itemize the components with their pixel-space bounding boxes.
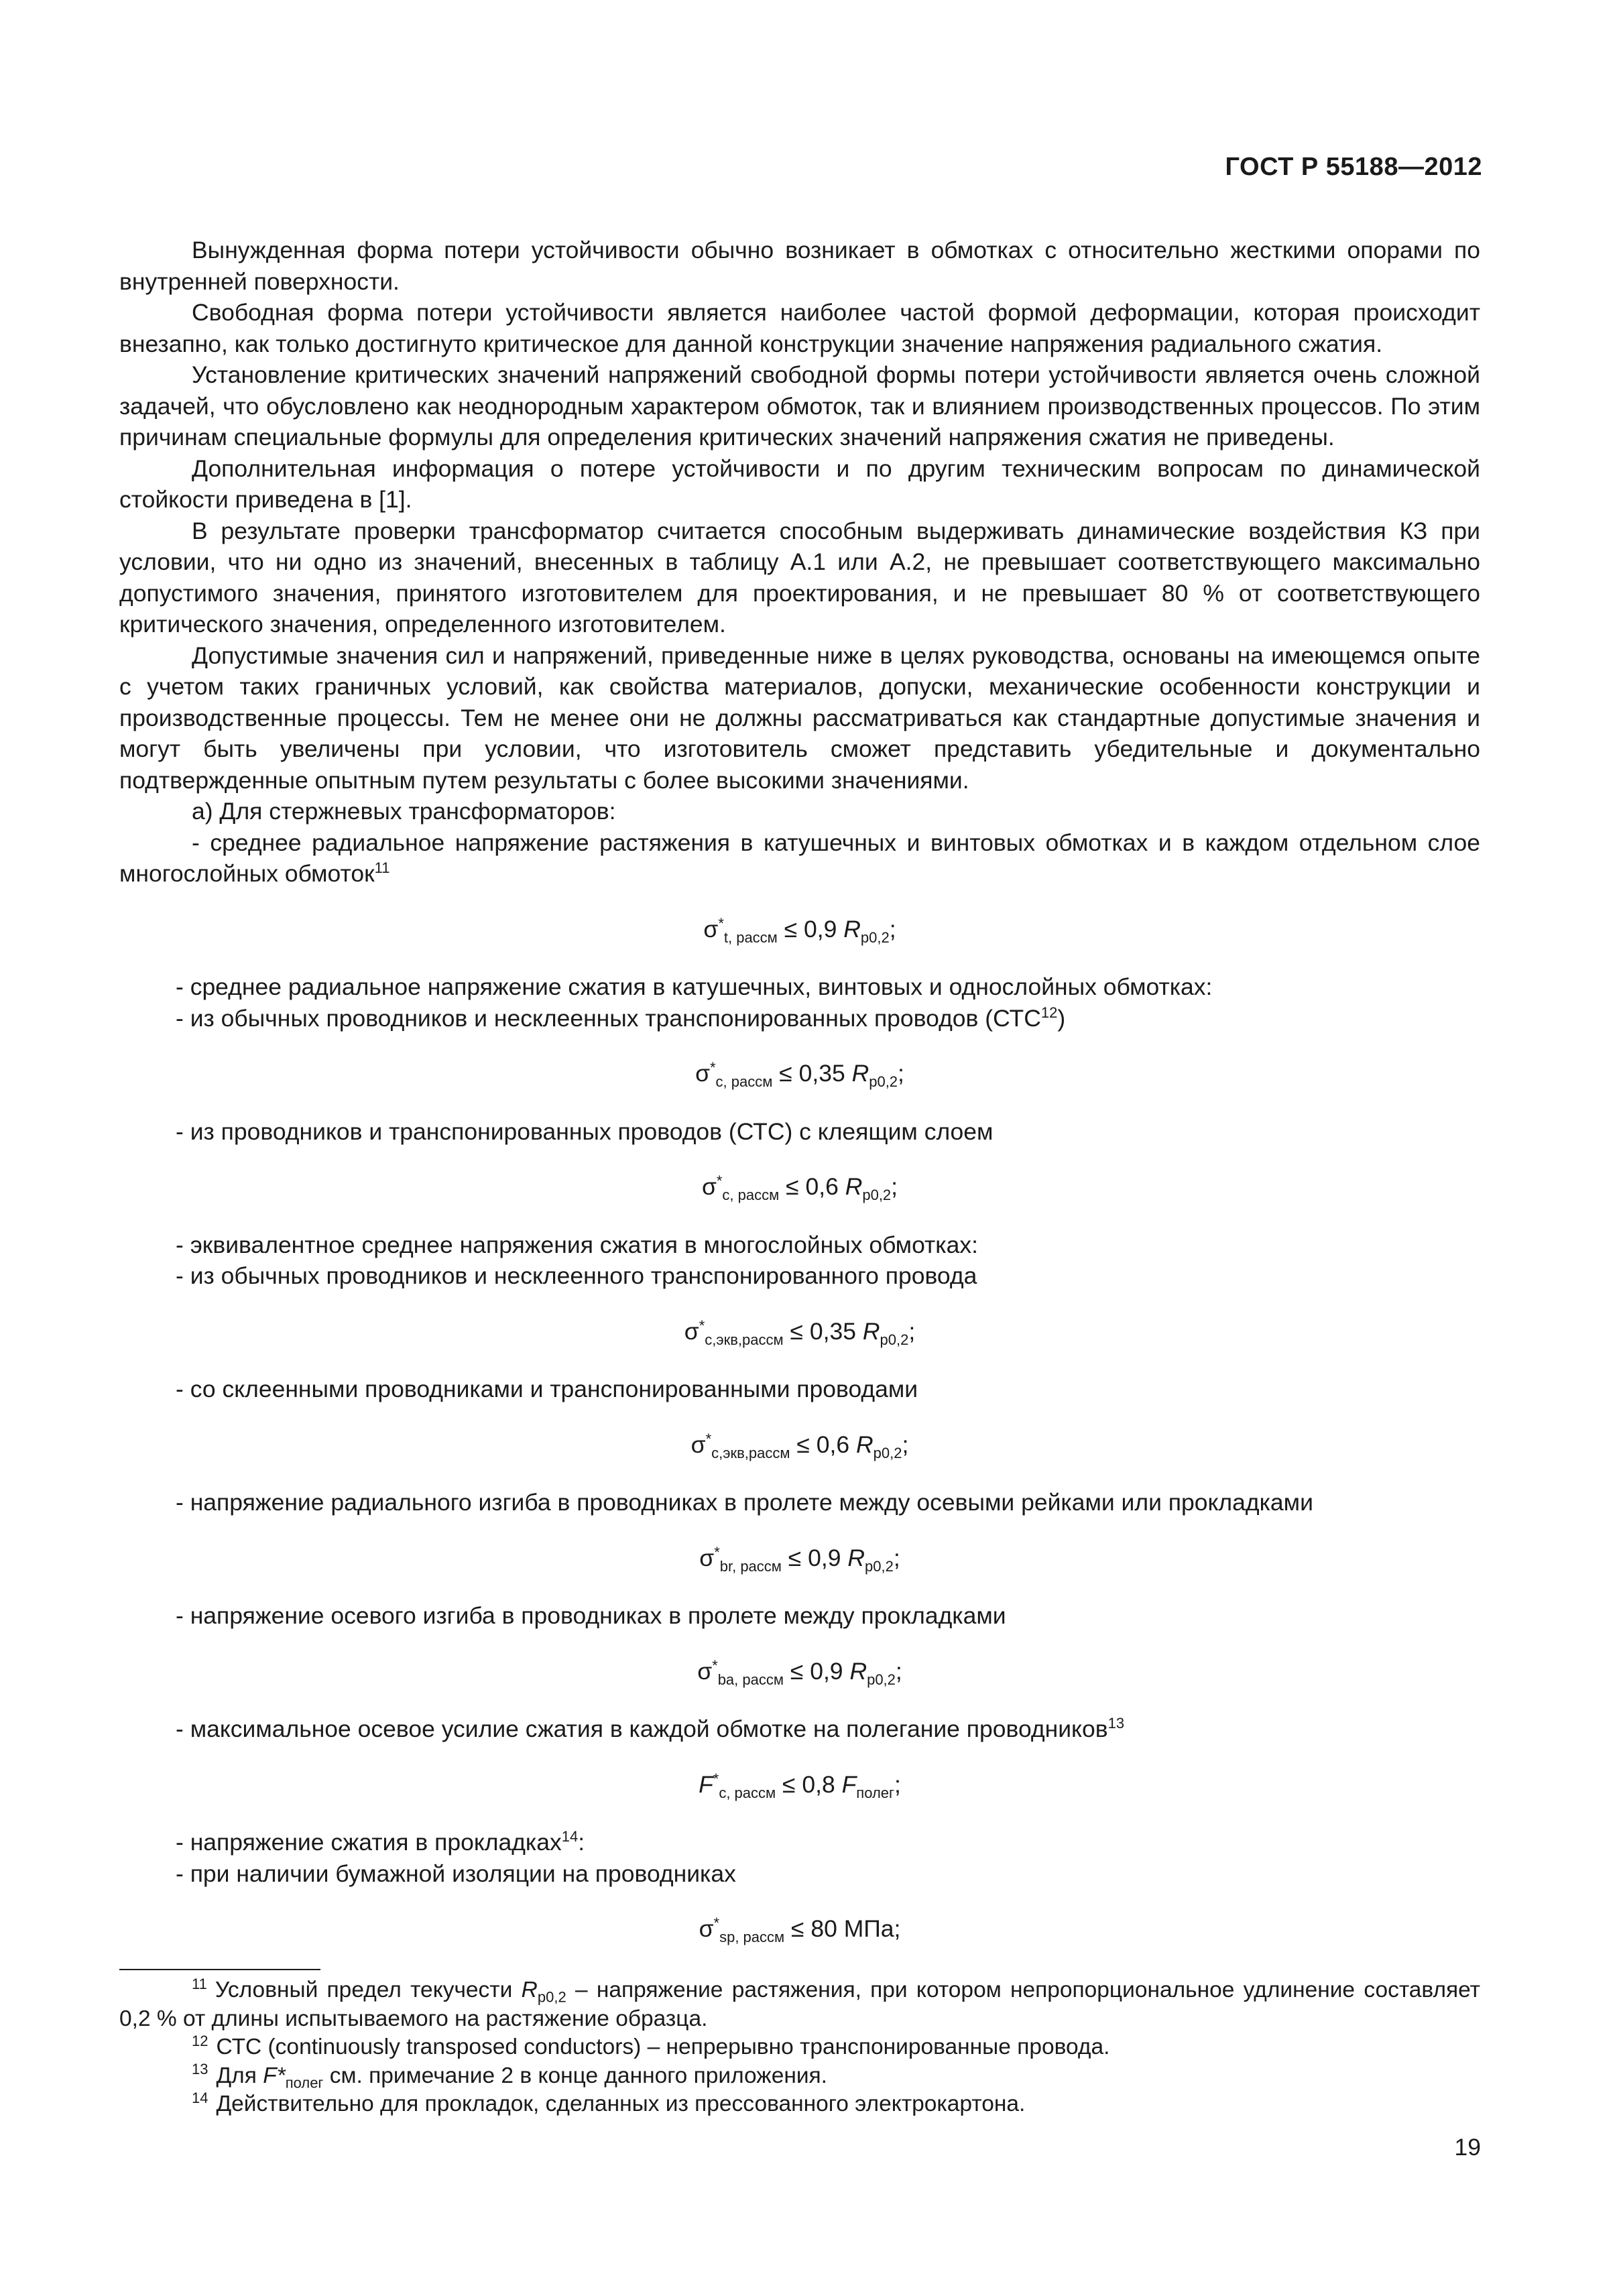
footnote-text: см. примечание 2 в конце данного приложения. <box>329 2063 827 2088</box>
formula-subscript: br, рассм <box>719 1557 782 1575</box>
footnote-number: 11 <box>192 1975 207 1992</box>
formula-end: ; <box>908 1317 916 1345</box>
formula-end: ; <box>902 1431 909 1458</box>
list-item: - напряжение осевого изгиба в проводниках в пролете между прокладками <box>176 1602 1006 1629</box>
paragraph: Вынужденная форма потери устойчивости обычно возникает в обмотках с относительно жесткими опорами по внутренней поверхности. <box>119 237 1480 295</box>
paragraph <box>119 827 1480 890</box>
formula-rhs-symbol: F <box>841 1770 857 1798</box>
footnote <box>119 2090 1480 2119</box>
formula-rhs-subscript: p0,2 <box>873 1444 902 1461</box>
formula-relation: ≤ 0,9 <box>790 1657 843 1685</box>
formula-subscript: c, рассм <box>715 1073 773 1091</box>
list-item-text: из проводников и транспонированных проводов (СТС) с клеящим слоем <box>190 1117 994 1145</box>
footnote-text: Условный предел текучести <box>215 1978 513 2002</box>
footnote-subscript: полег <box>285 2074 324 2092</box>
formula-subscript: t, рассм <box>723 928 778 946</box>
formula-symbol: σ <box>697 1657 713 1685</box>
formula-rhs-subscript: p0,2 <box>865 1557 894 1575</box>
formula-rhs-subscript: p0,2 <box>867 1671 896 1688</box>
formula-rhs-subscript: полег <box>856 1784 895 1801</box>
formula <box>119 914 1480 945</box>
formula-relation: ≤ 0,8 <box>782 1770 835 1798</box>
footnote-separator <box>119 1969 320 1970</box>
formula-subscript: ba, рассм <box>717 1671 784 1688</box>
footnote <box>119 2062 1480 2091</box>
formula-symbol: F <box>699 1770 713 1798</box>
formula-relation: ≤ 80 МПа; <box>791 1915 901 1942</box>
formula-end: ; <box>894 1770 901 1798</box>
formula <box>119 1543 1480 1574</box>
list-item: - эквивалентное среднее напряжения сжатия в многослойных обмотках: <box>176 1231 978 1258</box>
list-item-text: среднее радиальное напряжение сжатия в катушечных, винтовых и однослойных обмотках: <box>190 973 1213 1000</box>
footnote-subscript: p0,2 <box>537 1988 566 2006</box>
formula-subscript: c,экв,рассм <box>705 1331 784 1348</box>
formula-relation: ≤ 0,6 <box>796 1431 850 1458</box>
formula-rhs-symbol: R <box>845 1173 863 1200</box>
paragraph: Дополнительная информация о потере устойчивости и по другим техническим вопросам по динамической стойкости приведена в [1]. <box>119 455 1480 513</box>
formula-symbol: σ <box>703 915 719 943</box>
formula-star: * <box>713 1915 720 1932</box>
formula-rhs-symbol: R <box>851 1060 869 1087</box>
list-item-text: при наличии бумажной изоляции на проводниках <box>190 1860 736 1887</box>
list-item-text: максимальное осевое усилие сжатия в каждой обмотке на полегание проводников <box>190 1715 1108 1742</box>
formula-relation: ≤ 0,9 <box>784 915 837 943</box>
paragraph-text: - среднее радиальное напряжение растяжения в катушечных и винтовых обмотках и в каждом отдельном слое многослойных обмоток <box>119 829 1480 887</box>
formula-rhs-symbol: R <box>849 1657 867 1685</box>
document-id-header: ГОСТ Р 55188—2012 <box>1225 153 1482 181</box>
formula-rhs-symbol: R <box>862 1317 880 1345</box>
footnote <box>119 1976 1480 2033</box>
footnote-number: 14 <box>192 2089 208 2106</box>
formula <box>119 1913 1480 1945</box>
formula <box>119 1058 1480 1089</box>
list-item: - напряжение радиального изгиба в проводниках в пролете между осевыми рейками или прокладками <box>176 1489 1313 1516</box>
page-number: 19 <box>1454 2134 1481 2161</box>
footnote <box>119 2033 1480 2062</box>
formula-end: ; <box>891 1173 898 1200</box>
formula-star: * <box>705 1430 712 1447</box>
formula <box>119 1656 1480 1687</box>
footnote-number: 13 <box>192 2061 208 2078</box>
formula-subscript: c, рассм <box>722 1187 780 1204</box>
formula-star: * <box>712 1656 718 1674</box>
footnote-ref: 13 <box>1107 1715 1125 1732</box>
paragraph: Допустимые значения сил и напряжений, приведенные ниже в целях руководства, основаны на имеющемся опыте с учетом таких граничных условий, как свойства материалов, допуски, механические особенности конструкции и производственные процессы. Тем не менее они не должны рассматриваться как стандартные допустимые значения и могут быть увеличены при условии, что изготовитель сможет представить убедительные и документально подтвержденные опытным путем результаты с более высокими значениями. <box>119 642 1480 794</box>
paragraph: Свободная форма потери устойчивости является наиболее частой формой деформации, которая происходит внезапно, как только достигнуто критическое для данной конструкции значение напряжения радиального сжатия. <box>119 299 1480 357</box>
list-item: - из проводников и транспонированных проводов (СТС) с клеящим слоем <box>176 1117 994 1145</box>
footnote-text: – напряжение растяжения, при котором непропорциональное удлинение составляет 0,2 % от длины испытываемого на растяжение образца. <box>119 1978 1481 2031</box>
formula-star: * <box>709 1059 716 1077</box>
formula-star: * <box>699 1317 705 1334</box>
paragraph: а) Для стержневых трансформаторов: <box>192 798 616 825</box>
formula <box>119 1429 1480 1461</box>
footnote-text: Для <box>216 2063 257 2088</box>
list-item: - со склеенными проводниками и транспонированными проводами <box>176 1376 918 1402</box>
footnote-text: Действительно для прокладок, сделанных из прессованного электрокартона. <box>216 2092 1026 2116</box>
formula-star: * <box>713 1770 719 1787</box>
list-item-text: эквивалентное среднее напряжения сжатия в многослойных обмотках: <box>190 1231 978 1258</box>
formula-subscript: sp, рассм <box>719 1929 785 1946</box>
formula-symbol: σ <box>695 1060 710 1087</box>
list-item: - среднее радиальное напряжение сжатия в катушечных, винтовых и однослойных обмотках: <box>176 973 1213 1000</box>
formula-subscript: c,экв,рассм <box>711 1444 790 1461</box>
formula-rhs-symbol: R <box>843 915 861 943</box>
list-item: - напряжение сжатия в прокладках$^{14}$: <box>176 1828 585 1856</box>
list-item: - при наличии бумажной изоляции на проводниках <box>176 1860 736 1887</box>
formula-symbol: σ <box>690 1431 706 1458</box>
formula-rhs-symbol: R <box>847 1544 865 1571</box>
formula-star: * <box>716 1172 723 1190</box>
formula-end: ; <box>889 915 896 943</box>
formula-rhs-subscript: p0,2 <box>880 1331 909 1348</box>
formula <box>119 1769 1480 1801</box>
formula-end: ; <box>898 1060 904 1087</box>
list-item-text: со склеенными проводниками и транспонированными проводами <box>190 1376 918 1402</box>
footnote-symbol: R <box>521 1978 538 2002</box>
list-item-text: напряжение сжатия в прокладках <box>190 1829 562 1856</box>
formula-relation: ≤ 0,35 <box>790 1317 856 1345</box>
formula-symbol: σ <box>701 1173 717 1200</box>
formula-symbol: σ <box>684 1317 699 1345</box>
list-item: - из обычных проводников и несклеенных транспонированных проводов (СТС$^{12}$) <box>176 1004 1066 1032</box>
footnote-number: 12 <box>192 2032 208 2049</box>
formula <box>119 1316 1480 1347</box>
formula-rhs-symbol: R <box>855 1431 874 1458</box>
list-item-text: напряжение осевого изгиба в проводниках в пролете между прокладками <box>190 1602 1006 1629</box>
footnote-text: СТС (continuously transposed conductors) – непрерывно транспонированные провода. <box>216 2035 1110 2059</box>
formula-symbol: σ <box>699 1915 714 1942</box>
formula <box>119 1171 1480 1203</box>
formula-relation: ≤ 0,6 <box>786 1173 839 1200</box>
footnote-symbol: F* <box>263 2063 286 2088</box>
list-item: - максимальное осевое усилие сжатия в каждой обмотке на полегание проводников$^{13}$ <box>176 1715 1125 1742</box>
footnote-ref: 14 <box>561 1828 579 1846</box>
list-item-end: ) <box>1057 1004 1066 1032</box>
formula-symbol: σ <box>699 1544 715 1571</box>
list-item-text: из обычных проводников и несклеенных транспонированных проводов (СТС <box>190 1004 1041 1032</box>
formula-relation: ≤ 0,9 <box>788 1544 841 1571</box>
formula-rhs-subscript: p0,2 <box>862 1187 892 1204</box>
footnote-ref: 11 <box>374 859 390 877</box>
formula-end: ; <box>893 1544 900 1571</box>
formula-star: * <box>718 914 724 932</box>
list-item-text: из обычных проводников и несклеенного транспонированного провода <box>190 1262 977 1289</box>
formula-rhs-subscript: p0,2 <box>860 928 890 946</box>
list-item-end: : <box>578 1829 585 1856</box>
formula-end: ; <box>895 1657 902 1685</box>
formula-rhs-subscript: p0,2 <box>869 1073 898 1091</box>
formula-subscript: c, рассм <box>719 1784 776 1801</box>
formula-star: * <box>714 1543 720 1561</box>
paragraph: Установление критических значений напряжений свободной формы потери устойчивости является очень сложной задачей, что обусловлено как неоднородным характером обмоток, так и влиянием производственных процессов. По этим причинам специальные формулы для определения критических значений напряжения сжатия не приведены. <box>119 361 1480 450</box>
footnote-ref: 12 <box>1040 1004 1058 1021</box>
footnotes <box>119 1976 1480 2119</box>
list-item: - из обычных проводников и несклеенного транспонированного провода <box>176 1262 977 1289</box>
paragraph: В результате проверки трансформатор считается способным выдерживать динамические воздействия КЗ при условии, что ни одно из значений, внесенных в таблицу А.1 или А.2, не превышает соответствующего максимально допустимого значения, принятого изготовителем для проектирования, и не превышает 80 % от соответствующего критического значения, определенного изготовителем. <box>119 517 1480 638</box>
list-item-text: напряжение радиального изгиба в проводниках в пролете между осевыми рейками или прокладками <box>190 1489 1313 1516</box>
formula-relation: ≤ 0,35 <box>779 1060 845 1087</box>
body-text <box>119 235 1480 1972</box>
